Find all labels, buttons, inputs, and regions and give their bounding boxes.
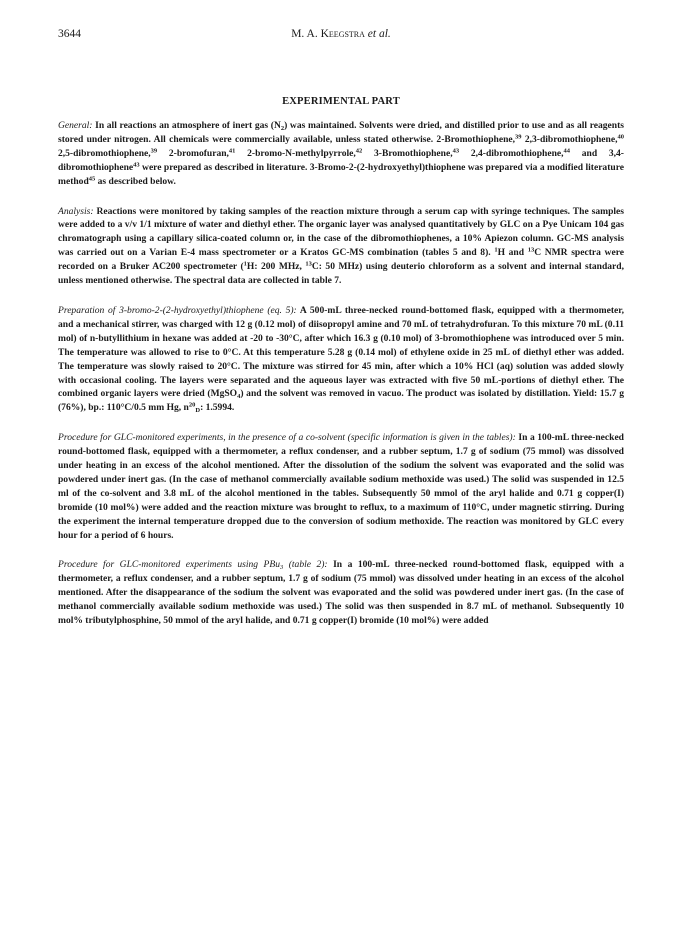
text-run: In a 100-mL three-necked round-bottomed flask, equipped with a thermometer, a reflux condenser, and a rubber septum, 1.7 g of sodium (75 mmol) was dissolved under heating in an excess of the alcohol mentioned. After the disappearance of the sodium the solvent was evaporated and the solid was powdered under inert gas. (In the case of methanol commercially available sodium methoxide was used.) The solid was then suspended in 8.7 mL of methanol. Subsequently 10 mol% tributylphosphine, 50 mmol of the aryl halide, and 0.71 g copper(I) bromide (10 mol%) were added [58,559,624,627]
paragraph-analysis [58,205,624,288]
reference-marker: 44 [563,147,570,155]
paragraph-procedure-cosolvent [58,431,624,542]
superscript: 1 [243,260,247,268]
superscript: 20 [188,401,196,409]
reference-marker: 43 [452,147,460,155]
lead-text: Procedure for GLC-monitored experiments using PBu [58,559,280,571]
subscript: 3 [280,564,284,572]
text-run: Reactions were monitored by taking samples of the reaction mixture through a serum cap with syringe techniques. The samples were added to a v/v 1/1 mixture of water and diethyl ether. The organic layer was analysed quantitatively by GLC on a Pye Unicam 104 gas chromatograph using a capillary silica-coated column or, in the case of the dibromothiophenes, a 10% Apiezon column. GC-MS analysis was carried out on a Varian E-4 mass spectrometer or a Kratos GC-MS combination (tables 5 and 8). [58,205,624,259]
text-run: 2,3-dibromothiophene, [521,133,618,145]
text-run: C: 50 MHz) using deuterio chloroform as a solvent and internal standard, unless mentioned otherwise. The spectral data are collected in table 7. [58,261,624,287]
page [58,28,624,644]
text-run: A 500-mL three-necked round-bottomed flask, equipped with a thermometer, and a mechanical stirrer, was charged with 12 g (0.12 mol) of diisopropyl amine and 70 mL of tetrahydrofuran. To this mixture 70 mL (0.11 mol) of n-butyllithium in hexane was added at -20 to -30°C, after which 16.3 g (0.10 mol) of 3-bromothiophene was introduced over 5 min. The temperature was allowed to rise to 0°C. At this temperature 5.28 g (0.14 mol) of ethylene oxide in 25 mL of diethyl ether was added. The temperature was slowly raised to 20°C. The mixture was stirred for 45 min, after which a 10% HCl (aq) solution was added slowly with occasional cooling. The layers were separated and the aqueous layer was extracted with five 50 mL-portions of diethyl ether. The combined organic layers were dried (MgSO [58,304,624,400]
section-title: EXPERIMENTAL PART [282,96,400,107]
paragraph-procedure-pbu3 [58,558,624,628]
author-surname: Keegstra [320,28,365,40]
text-run: C NMR spectra were recorded on a Bruker AC200 spectrometer ( [58,247,624,273]
text-run: and 3,4-dibromothiophene [58,147,624,173]
paragraph-lead: Analysis: [58,205,94,217]
running-head [58,28,624,40]
text-run: were prepared as described in literature. 3-Bromo-2-(2-hydroxyethyl)thiophene was prepared via a modified literature method [58,161,624,187]
author-suffix: et al. [364,28,391,40]
paragraph-preparation [58,304,624,415]
page-number: 3644 [58,28,81,40]
text-run: 2,4-dibromothiophene, [459,147,564,159]
reference-marker: 45 [88,175,96,183]
reference-marker: 42 [355,147,363,155]
lead-text: (table 2): [283,559,328,571]
text-run: ) and the solvent was removed in vacuo. The product was isolated by distillation. Yield: 15.7 g (76%), bp.: 110°C/0.5 mm Hg, n [58,388,624,414]
superscript: 1 [494,246,498,254]
text-run: In all reactions an atmosphere of inert gas (N [92,120,281,131]
paragraph-lead [58,559,328,570]
paragraph-general [58,119,624,189]
superscript: 13 [305,260,312,268]
text-run: as described below. [95,175,176,187]
reference-marker: 39 [515,133,522,141]
subscript: 4 [237,393,241,401]
text-run: 2,5-dibromothiophene, [58,147,151,159]
text-run: 2-bromo-N-methylpyrrole, [235,147,356,159]
paragraph-lead: Preparation of 3-bromo-2-(2-hydroxyethyl)thiophene (eq. 5): [58,304,297,316]
paragraph-lead: General: [58,120,93,131]
reference-marker: 43 [133,161,140,169]
text-run: H and [497,247,528,259]
text-run: 3-Bromothiophene, [362,147,453,159]
text-run: 2-bromofuran, [157,147,229,159]
text-run: ) was maintained. Solvents were dried, and distilled prior to use and as all reagents stored under nitrogen. All chemicals were commercially available, unless stated otherwise. 2-Bromothiophene, [58,120,624,145]
text-run: H: 200 MHz, [246,261,306,273]
subscript: 2 [280,125,285,132]
page-header [58,28,624,48]
superscript: 13 [527,246,535,254]
subscript: D [195,407,201,415]
reference-marker: 39 [150,147,158,155]
reference-marker: 40 [617,133,624,141]
author-initials: M. A. [291,28,321,40]
text-run: : 1.5994. [200,402,235,414]
reference-marker: 41 [228,147,236,155]
text-run: In a 100-mL three-necked round-bottomed flask, equipped with a thermometer, a reflux condenser, and a rubber septum, 1.7 g of sodium (75 mmol) was dissolved under heating in an excess of the alcohol mentioned. After the dissolution of the sodium the solvent was evaporated and the solid was powdered under inert gas. (In the case of methanol commercially available sodium methoxide was used.) The solid was suspended in 12.5 ml of the co-solvent and 3.8 mL of the alcohol mentioned in the tables. Subsequently 50 mmol of the aryl halide and 0.71 g copper(I) bromide (10 mol%) were added and the reaction mixture was brought to reflux, to a maximum of 110°C, under magnetic stirring. During the experiment the internal temperature dropped due to the conversion of sodium methoxide. The reaction was monitored by GLC every hour for a period of 6 hours. [58,432,624,541]
paragraph-lead: Procedure for GLC-monitored experiments, in the presence of a co-solvent (specific information is given in the tables): [58,432,516,444]
